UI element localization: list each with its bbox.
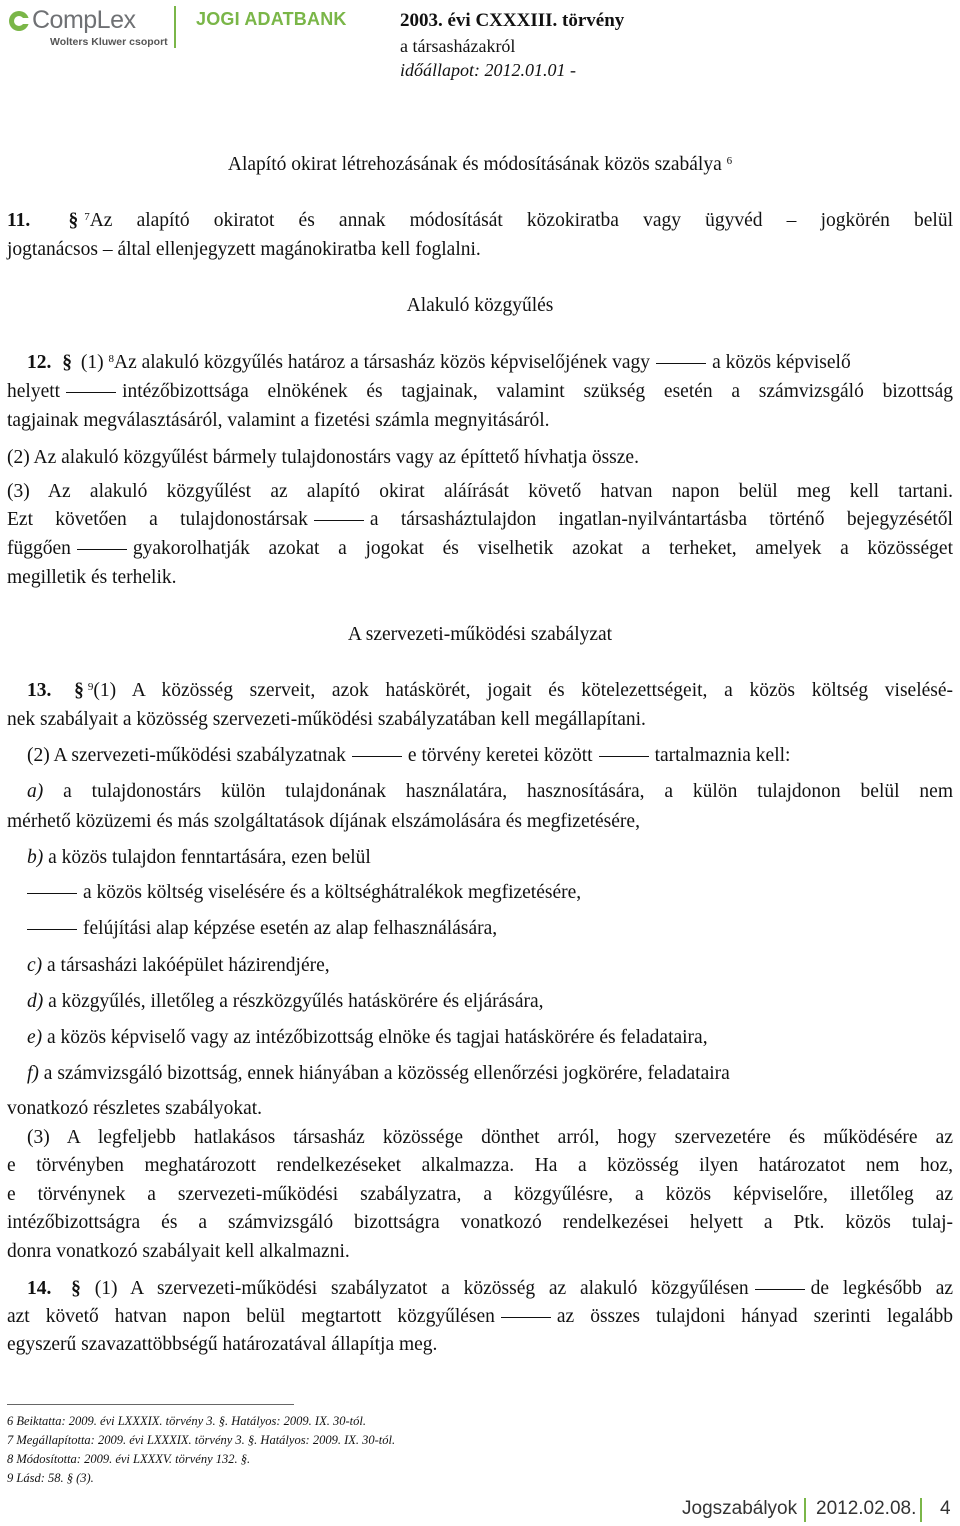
paragraph-13-2: (2) A szervezeti-működési szabályzatnak e törvény keretei között tartalmaznia kell: bbox=[27, 745, 791, 766]
item-c: c) a társasházi lakóépület házirendjére, bbox=[27, 955, 330, 976]
footnote-7: 7 Megállapította: 2009. évi LXXXIX. törvény 3. §. Hatályos: 2009. IX. 30-tól. bbox=[7, 1433, 396, 1447]
brand-sub: Wolters Kluwer csoport bbox=[50, 36, 168, 48]
footnote-8: 8 Módosította: 2009. évi LXXXV. törvény 132. §. bbox=[7, 1452, 251, 1466]
footnote-divider bbox=[7, 1404, 294, 1405]
footer-source: Jogszabályok bbox=[682, 1498, 798, 1519]
paragraph-12-3-line: függően gyakorolhatják azokat a jogokat és viselhetik azokat a terheket, amelyek a közösséget bbox=[7, 538, 953, 559]
law-subject: a társasházakról bbox=[400, 36, 516, 56]
item-f-line: vonatkozó részletes szabályokat. bbox=[7, 1098, 263, 1119]
footer-separator bbox=[804, 1498, 806, 1522]
footnote-9: 9 Lásd: 58. § (3). bbox=[7, 1471, 94, 1485]
paragraph-11-line: jogtanácsos – által ellenjegyzett magánokiratba kell foglalni. bbox=[7, 239, 481, 260]
item-a: a) a tulajdonostárs külön tulajdonának használatára, hasznosítására, a külön tulajdonon belül nem bbox=[27, 781, 953, 802]
item-b-sub: felújítási alap képzése esetén az alap felhasználására, bbox=[27, 917, 960, 941]
footnote-ref[interactable]: 7 bbox=[84, 211, 90, 223]
paragraph-13-3-line: donra vonatkozó szabályait kell alkalmazni. bbox=[7, 1241, 350, 1262]
paragraph-14-line: egyszerű szavazattöbbségű határozatával állapítja meg. bbox=[7, 1334, 438, 1355]
footnote-ref[interactable]: 9 bbox=[87, 681, 94, 693]
item-b: b) a közös tulajdon fenntartására, ezen belül bbox=[27, 847, 371, 868]
paragraph-12-3-line: Ezt követően a tulajdonostársak a társasháztulajdon ingatlan-nyilvántartásba történő bejegyzésétől bbox=[7, 509, 953, 530]
page-number: 4 bbox=[940, 1498, 951, 1519]
item-a-line: mérhető közüzemi és más szolgáltatások díjának elszámolására és megfizetésére, bbox=[7, 811, 640, 832]
paragraph-13-3: (3) A legfeljebb hatlakásos társasház közössége dönthet arról, hogy szervezetére és működésére az bbox=[27, 1127, 953, 1148]
paragraph-13-3-line: intézőbizottságra és a számvizsgáló bizottságra vonatkozó rendelkezései helyett a Ptk. közös tulaj- bbox=[7, 1212, 953, 1233]
paragraph-12-3-line: megilletik és terhelik. bbox=[7, 567, 177, 588]
paragraph-13-3-line: e törvénynek a szervezeti-működési szabályzatra, a közgyűlésre, a közös képviselőre, illetőleg az bbox=[7, 1184, 953, 1205]
paragraph-12-2: (2) Az alakuló közgyűlést bármely tulajdonostárs vagy az építtető hívhatja össze. bbox=[7, 447, 639, 468]
product-logo: JOGI ADATBANK bbox=[196, 9, 347, 29]
paragraph-12-3: (3) Az alakuló közgyűlést az alapító okirat aláírását követő hatvan napon belül meg kell tartani. bbox=[7, 481, 953, 502]
item-e: e) a közös képviselő vagy az intézőbizottság elnöke és tagjai hatáskörére és feladataira, bbox=[27, 1027, 708, 1048]
paragraph-13-3-line: e törvényben meghatározott rendelkezéseket alkalmazza. Ha a közösség ilyen határozatot nem hoz, bbox=[7, 1155, 953, 1176]
section-heading-rules: A szervezeti-működési szabályzat bbox=[347, 624, 613, 645]
item-f: f) a számvizsgáló bizottság, ennek hiányában a közösség ellenőrzési jogkörére, feladataira bbox=[27, 1063, 730, 1084]
complex-logo bbox=[8, 6, 168, 50]
paragraph-14-line: 14. § (1) A szervezeti-működési szabályzatot a közösség az alakuló közgyűlésen de legkésőbb az bbox=[27, 1278, 953, 1299]
complex-logo-icon bbox=[8, 10, 30, 32]
paragraph-12-line: helyett intézőbizottsága elnökének és tagjainak, valamint szükség esetén a számvizsgáló bizottság bbox=[7, 381, 953, 402]
validity-date: időállapot: 2012.01.01 - bbox=[400, 60, 576, 80]
paragraph-13-line: 13. § $^9$(1) A közösség szerveit, azok hatáskörét, jogait és kötelezettségeit, a közös költség viselésé- bbox=[27, 680, 954, 701]
header-divider bbox=[174, 6, 176, 48]
brand-name: CompLex bbox=[32, 6, 136, 34]
paragraph-12-line: 12. § (1) $^8$Az alakuló közgyűlés határoz a társasház közös képviselőjének vagy a közös képviselő bbox=[27, 352, 851, 373]
paragraph-11-line: 11. § $^7$Az alapító okiratot és annak módosítását közokiratba vagy ügyvéd – jogkörén belül bbox=[7, 210, 954, 231]
paragraph-13-line: nek szabályait a közösség szervezeti-működési szabályzatában kell megállapítani. bbox=[7, 709, 646, 730]
paragraph-14-line: azt követő hatvan napon belül megtartott közgyűlésen az összes tulajdoni hányad szerinti legalább bbox=[7, 1306, 954, 1327]
item-d: d) a közgyűlés, illetőleg a részközgyűlés hatáskörére és eljárására, bbox=[27, 991, 544, 1012]
footer-separator bbox=[920, 1498, 922, 1522]
item-b-sub: a közös költség viselésére és a költséghátralékok megfizetésére, bbox=[27, 881, 960, 905]
footnote-ref[interactable]: 8 bbox=[108, 353, 114, 365]
law-title: 2003. évi CXXXIII. törvény bbox=[400, 10, 625, 31]
paragraph-12-line: tagjainak megválasztásáról, valamint a fizetési számla megnyitásáról. bbox=[7, 410, 550, 431]
footer-date: 2012.02.08. bbox=[816, 1498, 917, 1519]
footnote-6: 6 Beiktatta: 2009. évi LXXXIX. törvény 3. §. Hatályos: 2009. IX. 30-tól. bbox=[7, 1414, 366, 1428]
section-heading-founding: Alapító okirat létrehozásának és módosításának közös szabálya $^6$ bbox=[227, 154, 733, 175]
section-heading-assembly: Alakuló közgyűlés bbox=[406, 295, 554, 316]
footnote-ref[interactable]: 6 bbox=[726, 155, 733, 167]
